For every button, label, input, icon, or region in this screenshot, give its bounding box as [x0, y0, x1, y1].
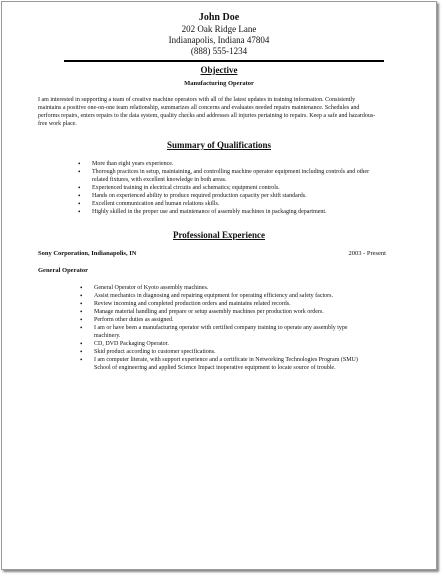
experience-heading: Professional Experience [172, 230, 266, 240]
list-item: • Review incoming and completed production orders and maintains related records. [80, 300, 366, 308]
list-item: • I am or have been a manufacturing operator with certified company training to operate any assembly type machinery. [80, 324, 366, 340]
qualifications-heading: Summary of Qualifications [166, 140, 271, 150]
list-item: • Manage material handling and prepare or setup assembly machines per production work orders. [80, 308, 366, 316]
street-address: 202 Oak Ridge Lane [181, 24, 257, 34]
header-divider [64, 60, 384, 62]
job-role: General Operator [38, 267, 88, 274]
list-item: • Assist mechanics in diagnosing and repairing equipment for operating efficiency and safety factors. [80, 292, 366, 300]
resume-page [1, 1, 437, 570]
resume-header [2, 2, 436, 57]
list-item: • General Operator of Kyoto assembly machines. [80, 284, 366, 292]
list-item: • Excellent communication and human relations skills. [78, 200, 380, 208]
list-item: • I am computer literate, with support experience and a certificate in Networking Technologies Program (SMU) School of engineering and applied Science Impact inoperative equipment to locate source of trouble. [80, 356, 366, 372]
objective-text: I am interested in supporting a team of creative machine operators with all of the latest updates in training information. Consistently maintains a positive one-on-one team relationship, summarizes all concerns and evaluates needed repairs maintenance. Schedules and performs repairs, enters repairs to the data system, quality checks and addresses all injuries pertaining to repairs. Keep a safe and hazardous-free work place. [38, 97, 376, 127]
company-name: Sony Corporation, Indianapolis, IN [38, 250, 137, 257]
list-item: • Hands on experienced ability to produce required production capacity per shift standards. [78, 192, 380, 200]
list-item: • Highly skilled in the proper use and maintenance of assembly machines in packaging department. [78, 208, 380, 216]
list-item: • More than eight years experience. [78, 160, 380, 168]
job-header [38, 250, 436, 260]
list-item: • Skid product according to customer specifications. [80, 348, 366, 356]
qualifications-list [78, 160, 380, 216]
duties-list [80, 284, 366, 372]
candidate-name: John Doe [198, 12, 240, 23]
list-item: • Experienced training in electrical circuits and schematics; equipment controls. [78, 184, 380, 192]
objective-heading: Objective [200, 65, 238, 75]
objective-title: Manufacturing Operator [184, 80, 254, 87]
city-state-zip: Indianapolis, Indiana 47804 [168, 35, 270, 45]
list-item: • CD, DVD Packaging Operator. [80, 340, 366, 348]
job-dates: 2003 - Present [348, 250, 386, 257]
list-item: • Thorough practices in setup, maintaining, and controlling machine operator equipment including controls and other related fixtures, with excellent knowledge in both areas. [78, 168, 380, 184]
phone-number: (888) 555-1234 [190, 46, 248, 56]
list-item: • Perform other duties as assigned. [80, 316, 366, 324]
